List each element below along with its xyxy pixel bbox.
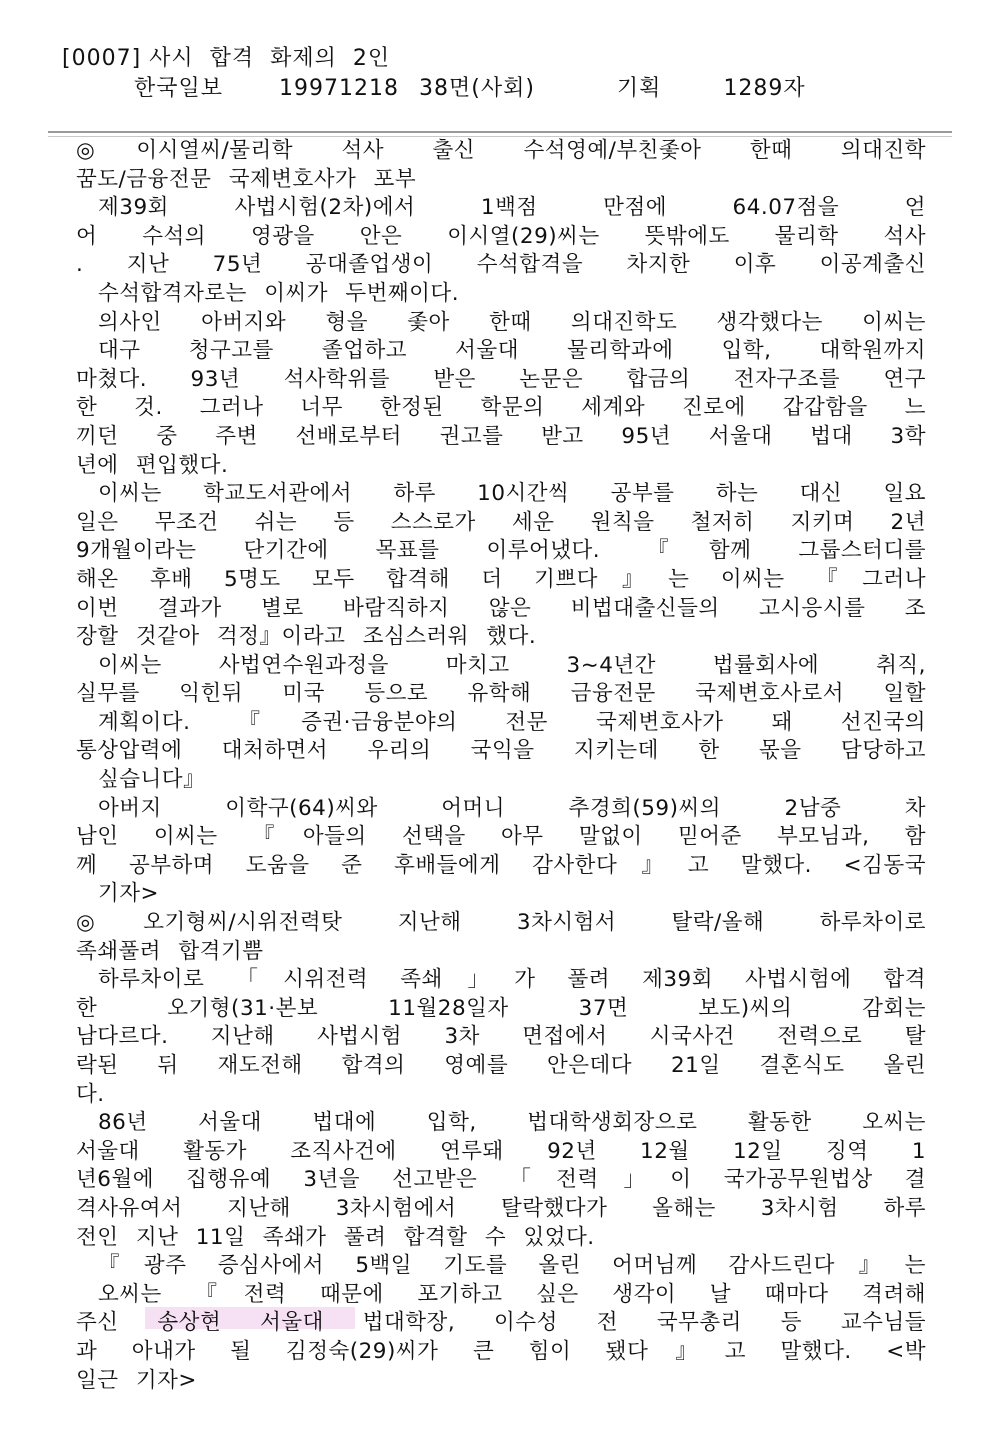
article-line: 이씨는 사법연수원과정을 마치고 3∼4년간 법률회사에 취직, [98,652,926,678]
article-line: 년6월에 집행유예 3년을 선고받은 「전력」이 국가공무원법상 결 [76,1167,926,1193]
article-line: 『광주 증심사에서 5백일 기도를 올린 어머님께 감사드린다』는 [98,1253,926,1279]
article-line: 의사인 아버지와 형을 좇아 한때 의대진학도 생각했다는 이씨는 [98,309,926,335]
article-body [76,137,926,1395]
header-page: 38면(사회) [419,76,535,101]
article-line: 꿈도/금융전문 국제변호사가 포부 [76,166,417,192]
article-line: ◎이시열씨/물리학 석사 출신 수석영예/부친좇아 한때 의대진학 [76,138,926,163]
article-header [62,44,962,104]
article-line: 계획이다. 『증권·금융분야의 전문 국제변호사가 돼 선진국의 [98,709,926,735]
article-line: 남인 이씨는 『아들의 선택을 아무 말없이 믿어준 부모님과, 함 [76,824,926,850]
article-line: 서울대 활동가 조직사건에 연루돼 92년 12월 12일 징역 1 [76,1138,926,1164]
header-date: 19971218 [279,76,399,101]
header-title: [0007] 사시 합격 화제의 2인 [62,46,391,71]
article-line: 일은 무조건 쉬는 등 스스로가 세운 원칙을 철저히 지키며 2년 [76,509,926,535]
article-line: 과 아내가 될 김정숙(29)씨가 큰 힘이 됐다』고 말했다. <박 [76,1338,926,1364]
article-line: 하루차이로 「시위전력 족쇄」가 풀려 제39회 사법시험에 합격 [98,967,926,993]
article-line: 제39회 사법시험(2차)에서 1백점 만점에 64.07점을 얻 [98,195,926,221]
article-line: 끼던 중 주변 선배로부터 권고를 받고 95년 서울대 법대 3학 [76,423,926,449]
article-line: 대구 청구고를 졸업하고 서울대 물리학과에 입학, 대학원까지 [98,338,926,364]
article-line: 년에 편입했다. [76,452,229,478]
header-paper: 한국일보 [134,76,224,101]
article-line: 족쇄풀려 합격기쁨 [76,938,264,964]
article-line: ◎오기형씨/시위전력탓 지난해 3차시험서 탈락/올해 하루차이로 [76,910,926,936]
article-line: 오씨는 『전력 때문에 포기하고 싶은 생각이 날 때마다 격려해 [98,1281,926,1307]
article-line: 께 공부하며 도움을 준 후배들에게 감사한다』고 말했다. <김동국 [76,852,926,878]
header-length: 1289자 [723,76,806,101]
article-line: 이번 결과가 별로 바람직하지 않은 비법대출신들의 고시응시를 조 [76,595,926,621]
article-line: 86년 서울대 법대에 입학, 법대학생회장으로 활동한 오씨는 [98,1110,926,1136]
article-line: 9개월이라는 단기간에 목표를 이루어냈다. 『함께 그룹스터디를 [76,538,926,564]
article-line: 어 수석의 영광을 안은 이시열(29)씨는 뜻밖에도 물리학 석사 [76,223,926,249]
article-line: 마쳤다. 93년 석사학위를 받은 논문은 합금의 전자구조를 연구 [76,366,926,392]
article-line: 이씨는 학교도서관에서 하루 10시간씩 공부를 하는 대신 일요 [98,481,926,507]
article-line: 남다르다. 지난해 사법시험 3차 면접에서 시국사건 전력으로 탈 [76,1024,926,1050]
article-line: 전인 지난 11일 족쇄가 풀려 합격할 수 있었다. [76,1224,595,1250]
article-line: 싶습니다』 [98,767,206,793]
article-line: 주신 송상현 서울대 법대학장, 이수성 전 국무총리 등 교수님들 [76,1310,926,1336]
article-line: 격사유여서 지난해 3차시험에서 탈락했다가 올해는 3차시험 하루 [76,1195,926,1221]
article-line: 한 오기형(31·본보 11월28일자 37면 보도)씨의 감회는 [76,995,926,1021]
article-line: 기자> [98,881,160,907]
article-line: 아버지 이학구(64)씨와 어머니 추경희(59)씨의 2남중 차 [98,795,926,821]
article-line: 일근 기자> [76,1367,197,1393]
article-line: 다. [76,1081,105,1107]
article-line: 한 것. 그러나 너무 한정된 학문의 세계와 진로에 갑갑함을 느 [76,395,926,421]
header-meta [62,74,962,104]
article-line: 해온 후배 5명도 모두 합격해 더 기쁘다』는 이씨는 『그러나 [76,566,926,592]
header-type: 기획 [616,76,662,101]
article-line: 수석합격자로는 이씨가 두번째이다. [98,280,460,306]
article-line: . 지난 75년 공대졸업생이 수석합격을 차지한 이후 이공계출신 [76,252,926,278]
article-line: 장할 것같아 걱정』이라고 조심스러워 했다. [76,624,537,650]
header-divider [48,131,952,133]
article-line: 락된 뒤 재도전해 합격의 영예를 안은데다 21일 결혼식도 올린 [76,1053,926,1078]
article-line: 통상압력에 대처하면서 우리의 국익을 지키는데 한 몫을 담당하고 [76,738,926,764]
article-line: 실무를 익힌뒤 미국 등으로 유학해 금융전문 국제변호사로서 일할 [76,681,926,707]
